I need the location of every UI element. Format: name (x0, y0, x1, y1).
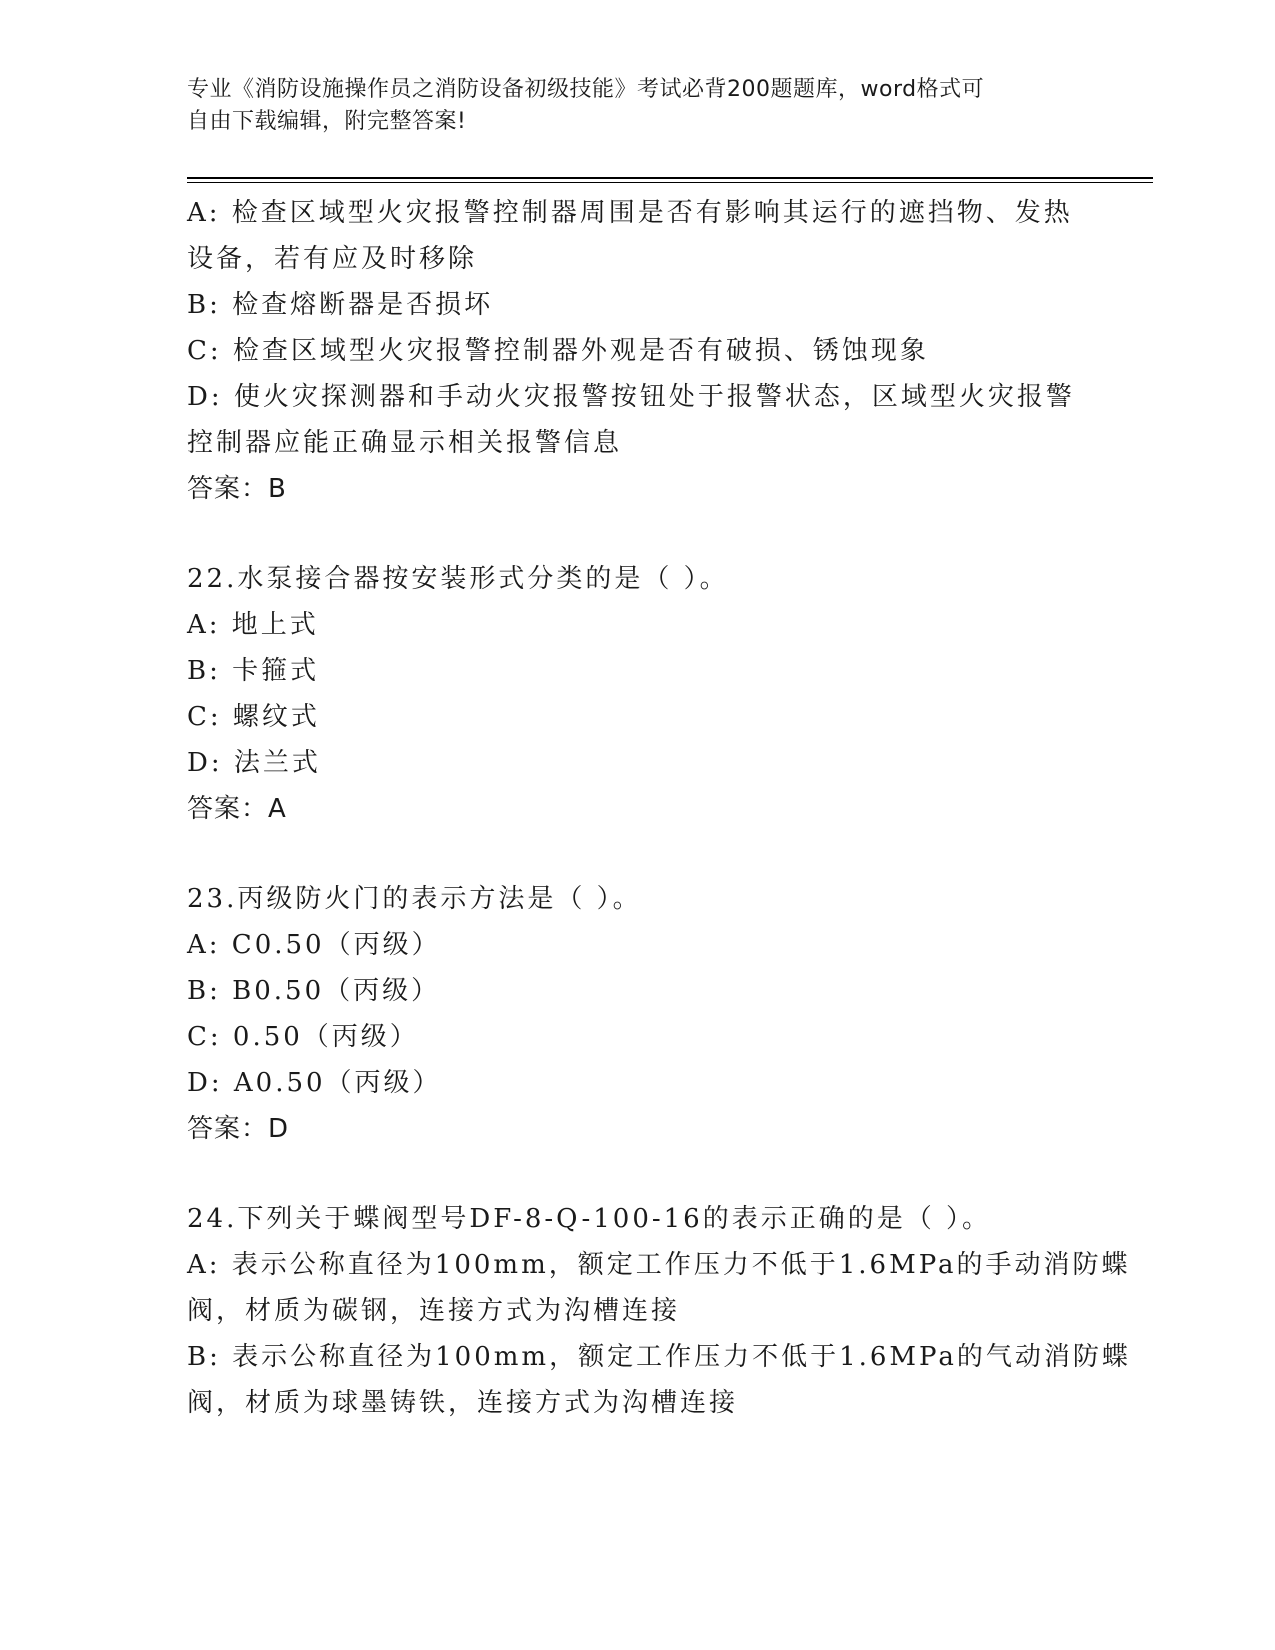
q22-answer: 答案：A (187, 794, 287, 824)
q21-option-c: C: 检查区域型火灾报警控制器外观是否有破损、锈蚀现象 (187, 336, 929, 366)
q21-option-d-line-1: D: 使火灾探测器和手动火灾报警按钮处于报警状态，区域型火灾报警 (187, 382, 1075, 412)
q23-answer: 答案：D (187, 1114, 290, 1144)
q21-option-a-line-1: A: 检查区域型火灾报警控制器周围是否有影响其运行的遮挡物、发热 (187, 198, 1073, 228)
q22-option-b: B: 卡箍式 (187, 656, 320, 686)
header-line-2: 自由下载编辑，附完整答案! (187, 109, 467, 134)
q21-option-d-line-2: 控制器应能正确显示相关报警信息 (187, 428, 623, 458)
q21-option-b: B: 检查熔断器是否损坏 (187, 290, 494, 320)
q23-option-c: C: 0.50（丙级） (187, 1022, 419, 1052)
question-24-block (187, 1196, 1131, 1426)
header-rule-thick (187, 177, 1153, 179)
question-21-block (187, 190, 1087, 512)
q21-option-a-line-2: 设备，若有应及时移除 (187, 244, 478, 274)
q23-option-b: B: B0.50（丙级） (187, 976, 441, 1006)
q24-option-a-line-1: A: 表示公称直径为100mm，额定工作压力不低于1.6MPa的手动消防蝶 (187, 1250, 1131, 1280)
q22-option-d: D: 法兰式 (187, 748, 321, 778)
question-23-block (187, 876, 1087, 1152)
q23-stem: 23.丙级防火门的表示方法是（ ）。 (187, 884, 642, 914)
header-line-1: 专业《消防设施操作员之消防设备初级技能》考试必背200题题库，word格式可 (187, 77, 985, 102)
q24-option-b-line-1: B: 表示公称直径为100mm，额定工作压力不低于1.6MPa的气动消防蝶 (187, 1342, 1131, 1372)
header-rule-thin (187, 182, 1153, 183)
question-22-block (187, 556, 1087, 832)
q24-stem: 24.下列关于蝶阀型号DF-8-Q-100-16的表示正确的是（ ）。 (187, 1204, 991, 1234)
q22-option-c: C: 螺纹式 (187, 702, 320, 732)
q24-option-a-line-2: 阀，材质为碳钢，连接方式为沟槽连接 (187, 1296, 681, 1326)
q22-stem: 22.水泵接合器按安装形式分类的是（ ）。 (187, 564, 729, 594)
q21-answer: 答案：B (187, 474, 287, 504)
question-content (187, 190, 1131, 1426)
q23-option-d: D: A0.50（丙级） (187, 1068, 442, 1098)
page-header (187, 74, 1087, 138)
q24-option-b-line-2: 阀，材质为球墨铸铁，连接方式为沟槽连接 (187, 1388, 739, 1418)
q23-option-a: A: C0.50（丙级） (187, 930, 441, 960)
q22-option-a: A: 地上式 (187, 610, 319, 640)
